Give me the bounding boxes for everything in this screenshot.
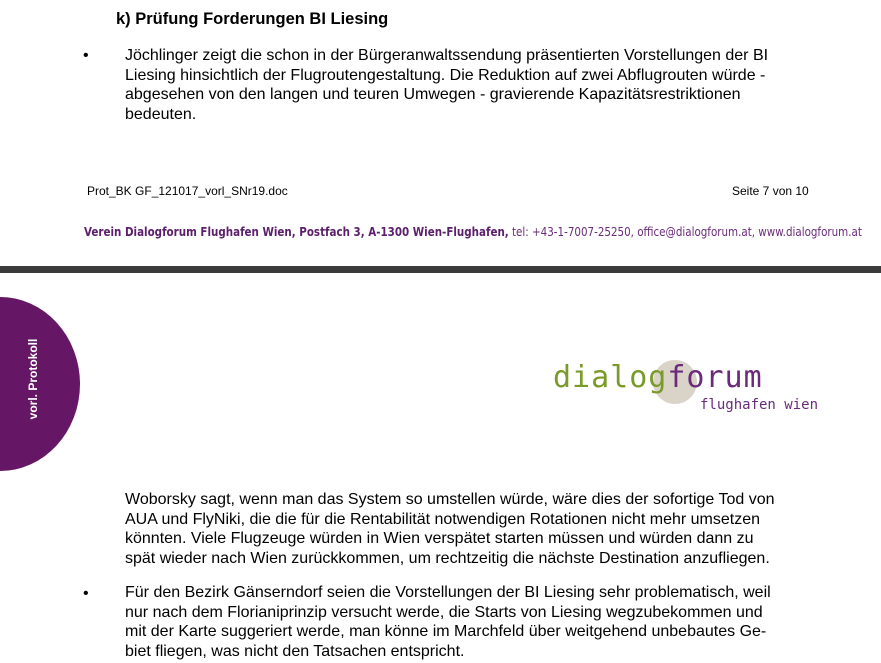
text-line: abgesehen von den langen und teuren Umwegen - gravierende Kapazitätsrestriktionen <box>125 86 741 103</box>
text-line: nur nach dem Florianiprinzip versucht werde, die Starts von Liesing wegzubekommen und <box>125 603 763 621</box>
text-line: bedeuten. <box>125 105 197 123</box>
section-heading: k) Prüfung Forderungen BI Liesing <box>116 10 389 28</box>
paragraph-woborsky <box>125 490 825 568</box>
text-line: Jöchlinger zeigt die schon in der Bürgeranwaltssendung präsentierten Vorstellungen der BI <box>125 47 769 64</box>
paragraph-gaenserndorf <box>125 583 825 661</box>
paragraph-joechlinger <box>125 46 825 124</box>
footer-organization <box>84 225 862 239</box>
logo-word-part1: dialog <box>553 360 668 395</box>
bullet-point: • <box>83 585 89 602</box>
text-line: könnten. Viele Flugzeuge würden in Wien verspätet starten müssen und würden dann zu <box>125 530 754 547</box>
text-line: biet fliegen, was nicht den Tatsachen entspricht. <box>125 642 465 660</box>
text-line: Liesing hinsichtlich der Flugroutengestaltung. Die Reduktion auf zwei Abflugrouten würde - <box>125 66 766 84</box>
text-line: mit der Karte suggeriert werde, man könne im Marchfeld über weitgehend unbebautes Ge- <box>125 623 767 640</box>
bullet-point: • <box>83 47 89 64</box>
logo-subtitle: flughafen wien <box>700 397 819 413</box>
side-tab-label: vorl. Protokoll <box>26 338 40 420</box>
footer-filename: Prot_BK GF_121017_vorl_SNr19.doc <box>87 184 288 198</box>
text-line: AUA und FlyNiki, die die für die Rentabilität notwendigen Rotationen nicht mehr umsetzen <box>125 510 761 528</box>
text-line: Woborsky sagt, wenn man das System so umstellen würde, wäre dies der sofortige Tod von <box>125 491 775 508</box>
page-divider <box>0 266 881 273</box>
footer-page-number: Seite 7 von 10 <box>732 184 809 198</box>
text-line: Für den Bezirk Gänserndorf seien die Vorstellungen der BI Liesing sehr problematisch, weil <box>125 584 771 601</box>
org-contact: tel: +43-1-7007-25250, office@dialogforum.at, www.dialogforum.at <box>508 225 862 239</box>
logo-word-part2: forum <box>667 360 763 395</box>
text-line: spät wieder nach Wien zurückkommen, um rechtzeitig die nächste Destination anzufliegen. <box>125 549 770 567</box>
org-name: Verein Dialogforum Flughafen Wien, Postfach 3, A-1300 Wien-Flughafen, <box>84 225 509 239</box>
dialogforum-logo <box>553 360 763 395</box>
side-tab <box>0 297 80 471</box>
